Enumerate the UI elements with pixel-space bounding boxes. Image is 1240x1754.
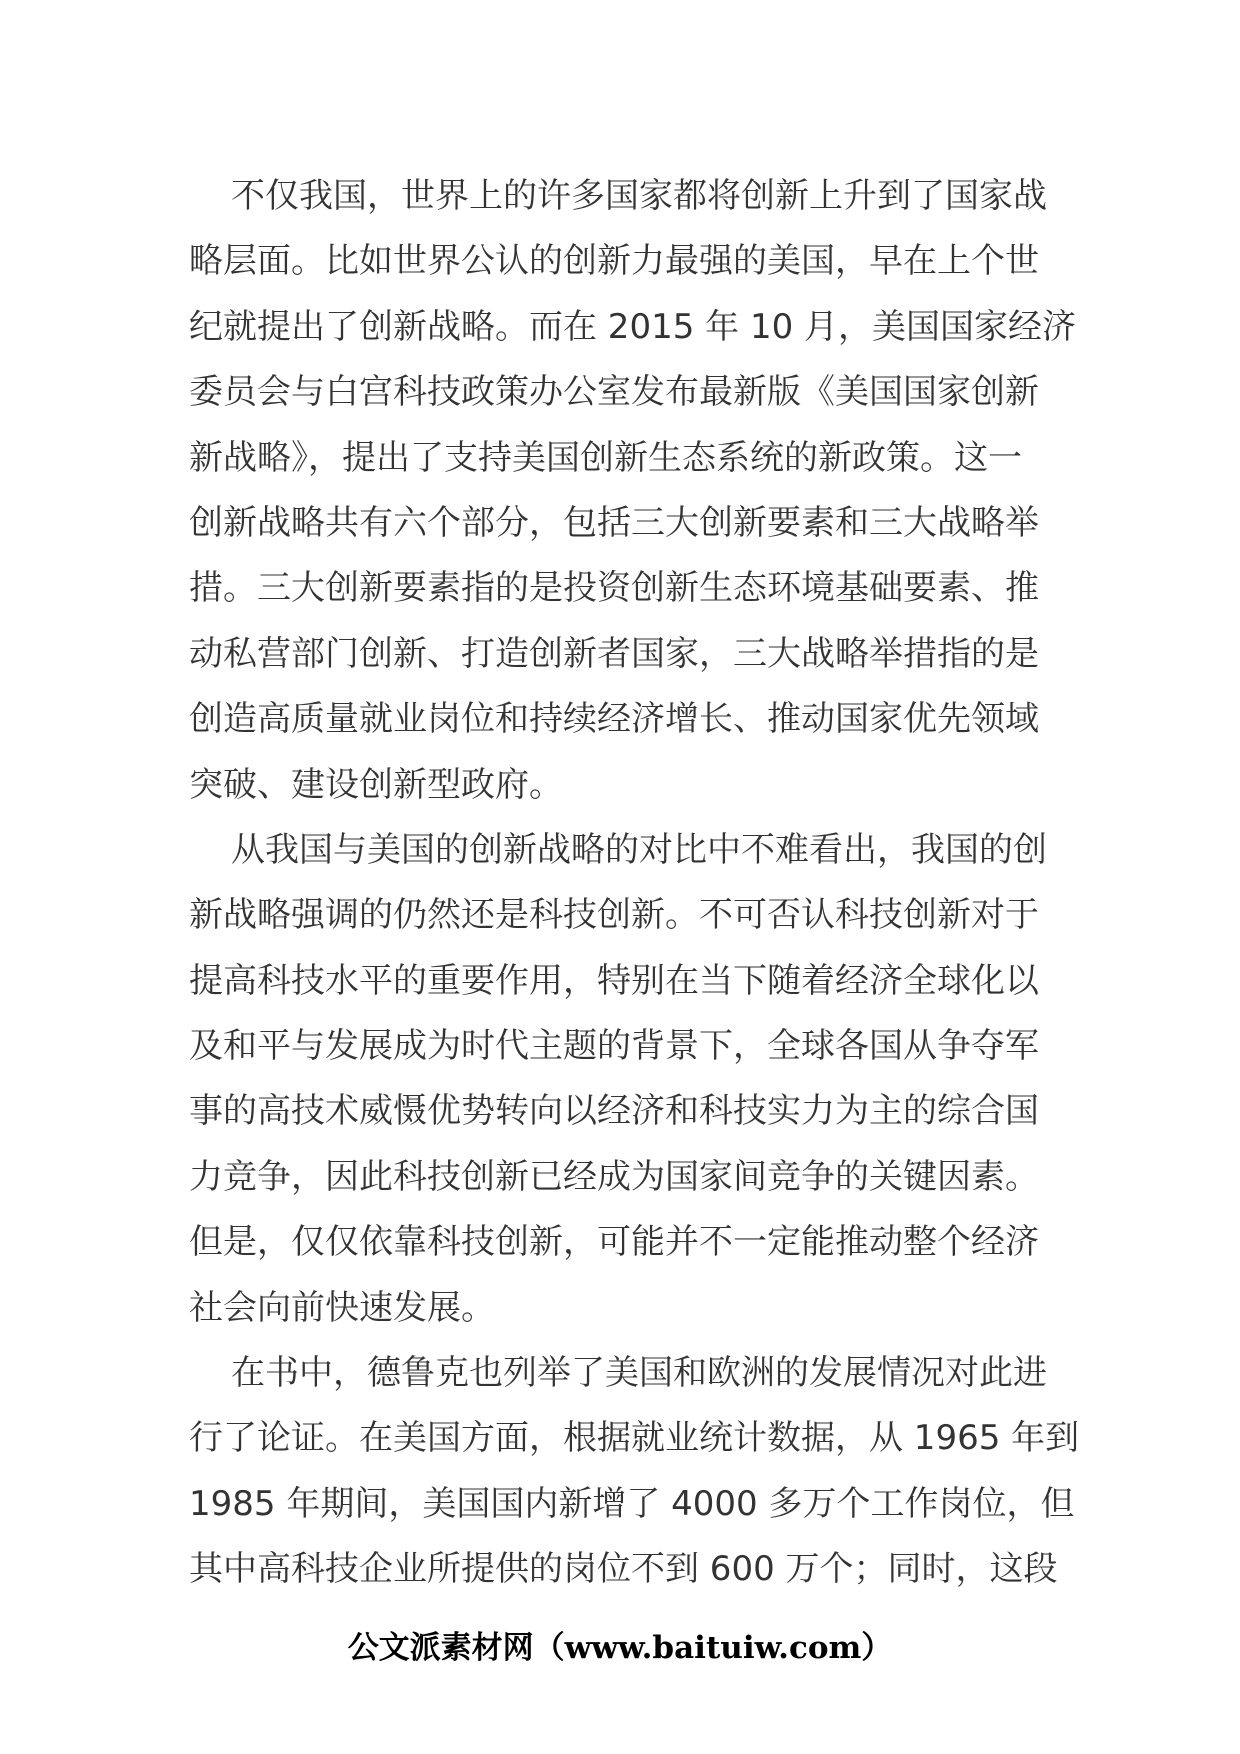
text-line: 但是，仅仅依靠科技创新，可能并不一定能推动整个经济 xyxy=(189,1222,1039,1263)
text-line: 创造高质量就业岗位和持续经济增长、推动国家优先领域 xyxy=(189,699,1039,740)
text-line: 措。三大创新要素指的是投资创新生态环境基础要素、推 xyxy=(189,568,1039,609)
text-line: 不仅我国，世界上的许多国家都将创新上升到了国家战 xyxy=(231,176,1047,216)
text-line: 动私营部门创新、打造创新者国家，三大战略举措指的是 xyxy=(189,633,1039,674)
text-line: 纪就提出了创新战略。而在 2015 年 10 月，美国国家经济 xyxy=(189,306,1077,347)
text-line: 提高科技水平的重要作用，特别在当下随着经济全球化以 xyxy=(189,960,1039,1001)
text-line: 委员会与白宫科技政策办公室发布最新版《美国国家创新 xyxy=(189,372,1039,413)
text-line: 力竞争，因此科技创新已经成为国家间竞争的关键因素。 xyxy=(189,1156,1039,1197)
paragraph-3 xyxy=(189,1341,1080,1603)
text-line: 在书中，德鲁克也列举了美国和欧洲的发展情况对此进 xyxy=(231,1353,1047,1394)
text-line: 创新战略共有六个部分，包括三大创新要素和三大战略举 xyxy=(189,502,1039,543)
text-line: 及和平与发展成为时代主题的背景下，全球各国从争夺军 xyxy=(189,1026,1039,1067)
text-line: 新战略》，提出了支持美国创新生态系统的新政策。这一 xyxy=(189,437,1022,478)
text-line: 1985 年期间，美国国内新增了 4000 多万个工作岗位，但 xyxy=(189,1483,1075,1524)
paragraph-1 xyxy=(189,164,1077,818)
text-line: 社会向前快速发展。 xyxy=(189,1287,495,1328)
text-line: 略层面。比如世界公认的创新力最强的美国，早在上个世 xyxy=(189,241,1039,282)
document-body xyxy=(189,164,1080,1603)
text-line: 从我国与美国的创新战略的对比中不难看出，我国的创 xyxy=(231,829,1047,870)
text-line: 事的高技术威慑优势转向以经济和科技实力为主的综合国 xyxy=(189,1091,1039,1132)
text-line: 突破、建设创新型政府。 xyxy=(189,764,563,805)
paragraph-2 xyxy=(189,818,1069,1341)
text-line: 新战略强调的仍然还是科技创新。不可否认科技创新对于 xyxy=(189,895,1039,936)
text-line: 其中高科技企业所提供的岗位不到 600 万个；同时，这段 xyxy=(189,1549,1058,1590)
text-line: 行了论证。在美国方面，根据就业统计数据，从 1965 年到 xyxy=(189,1418,1080,1459)
page-footer: 公文派素材网（www.baituiw.com） xyxy=(347,1630,893,1666)
